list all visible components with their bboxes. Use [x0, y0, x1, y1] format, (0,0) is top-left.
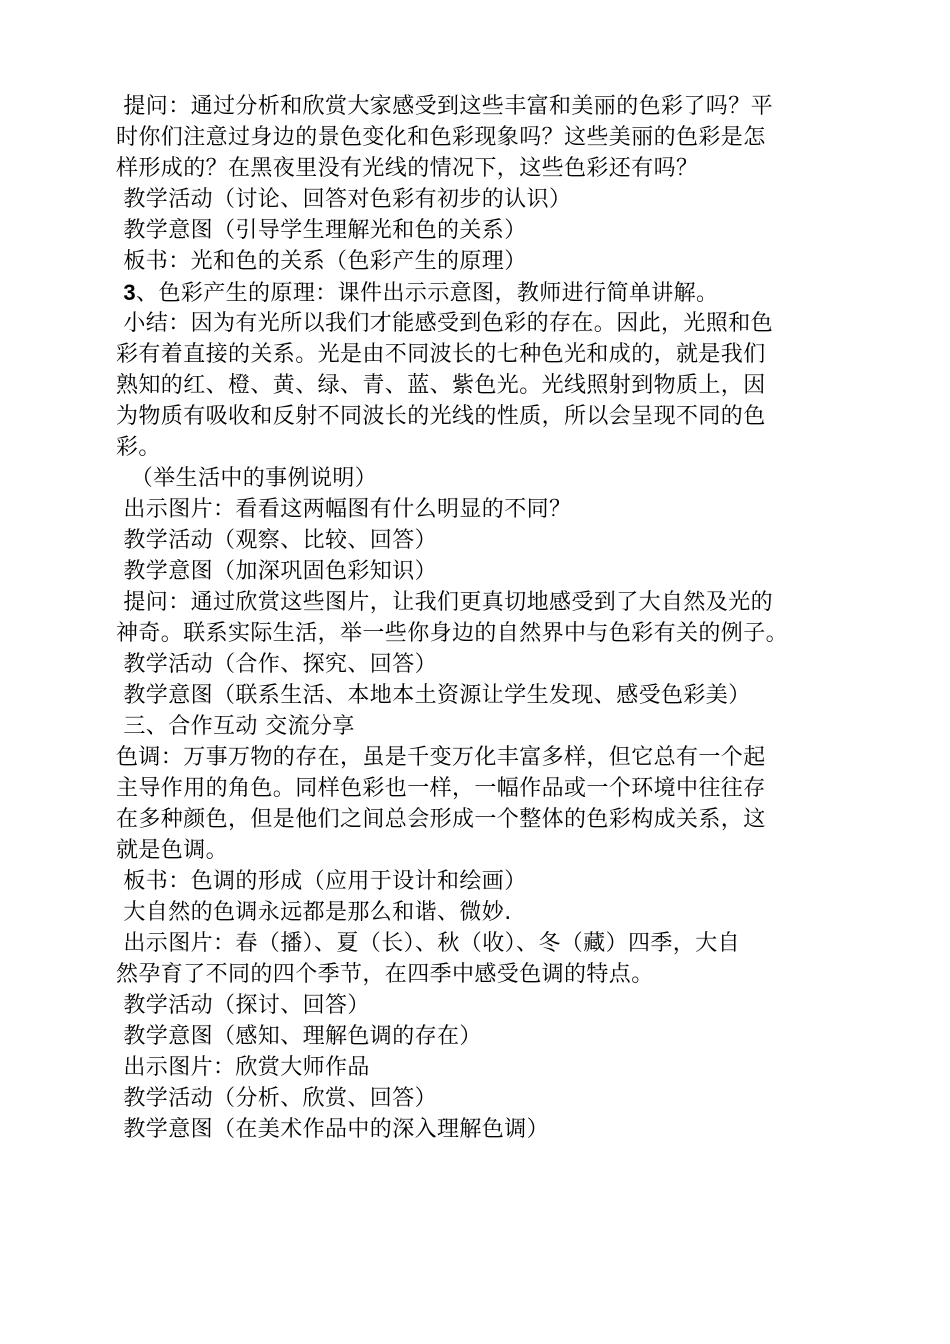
text-line: 然孕育了不同的四个季节，在四季中感受色调的特点。 — [116, 962, 654, 987]
text-line: 教学意图（联系生活、本地本土资源让学生发现、感受色彩美） — [116, 683, 751, 708]
section-number: 3 — [123, 280, 137, 305]
text-line: 教学活动（讨论、回答对色彩有初步的认识） — [116, 187, 572, 212]
text-line: 在多种颜色，但是他们之间总会形成一个整体的色彩构成关系，这 — [116, 807, 766, 832]
numbered-line — [116, 277, 830, 308]
section-heading: 三、合作互动 交流分享 — [116, 714, 355, 739]
document-body — [116, 91, 830, 1145]
text-line: 样形成的？在黑夜里没有光线的情况下，这些色彩还有吗？ — [116, 156, 699, 181]
text-line: 教学意图（引导学生理解光和色的关系） — [116, 218, 527, 243]
text-line: 熟知的红、橙、黄、绿、青、蓝、紫色光。光线照射到物质上，因 — [116, 373, 766, 398]
text-line: 板书：色调的形成（应用于设计和绘画） — [116, 869, 527, 894]
text-line: 教学意图（加深巩固色彩知识） — [116, 559, 437, 584]
text-line: 神奇。联系实际生活，举一些你身边的自然界中与色彩有关的例子。 — [116, 621, 789, 646]
text-line: （举生活中的事例说明） — [116, 466, 378, 491]
section-text: 、色彩产生的原理：课件出示示意图，教师进行简单讲解。 — [136, 281, 719, 306]
text-line: 提问：通过分析和欣赏大家感受到这些丰富和美丽的色彩了吗？平 — [116, 94, 773, 119]
text-line: 色调：万事万物的存在，虽是千变万化丰富多样，但它总有一个起 — [116, 745, 766, 770]
text-line: 教学活动（分析、欣赏、回答） — [116, 1086, 437, 1111]
text-line: 教学活动（合作、探究、回答） — [116, 652, 437, 677]
text-line: 为物质有吸收和反射不同波长的光线的性质，所以会呈现不同的色 — [116, 404, 766, 429]
text-line: 出示图片：春（播）、夏（长）、秋（收）、冬（藏）四季，大自 — [116, 931, 740, 956]
text-line: 板书：光和色的关系（色彩产生的原理） — [116, 249, 527, 274]
text-line: 教学意图（在美术作品中的深入理解色调） — [116, 1117, 549, 1142]
text-line: 教学意图（感知、理解色调的存在） — [116, 1024, 482, 1049]
text-line: 小结：因为有光所以我们才能感受到色彩的存在。因此，光照和色 — [116, 311, 773, 336]
text-line: 主导作用的角色。同样色彩也一样，一幅作品或一个环境中往往存 — [116, 776, 766, 801]
text-line: 提问：通过欣赏这些图片，让我们更真切地感受到了大自然及光的 — [116, 590, 773, 615]
text-line: 出示图片：看看这两幅图有什么明显的不同？ — [116, 497, 572, 522]
text-line: 就是色调。 — [116, 838, 229, 863]
text-line: 教学活动（观察、比较、回答） — [116, 528, 437, 553]
text-line: 彩有着直接的关系。光是由不同波长的七种色光和成的，就是我们 — [116, 342, 766, 367]
text-line: 出示图片：欣赏大师作品 — [116, 1055, 370, 1080]
text-line: 彩。 — [116, 435, 161, 460]
text-line: 大自然的色调永远都是那么和谐、微妙. — [116, 900, 512, 925]
text-line: 教学活动（探讨、回答） — [116, 993, 370, 1018]
text-line: 时你们注意过身边的景色变化和色彩现象吗？这些美丽的色彩是怎 — [116, 125, 766, 150]
